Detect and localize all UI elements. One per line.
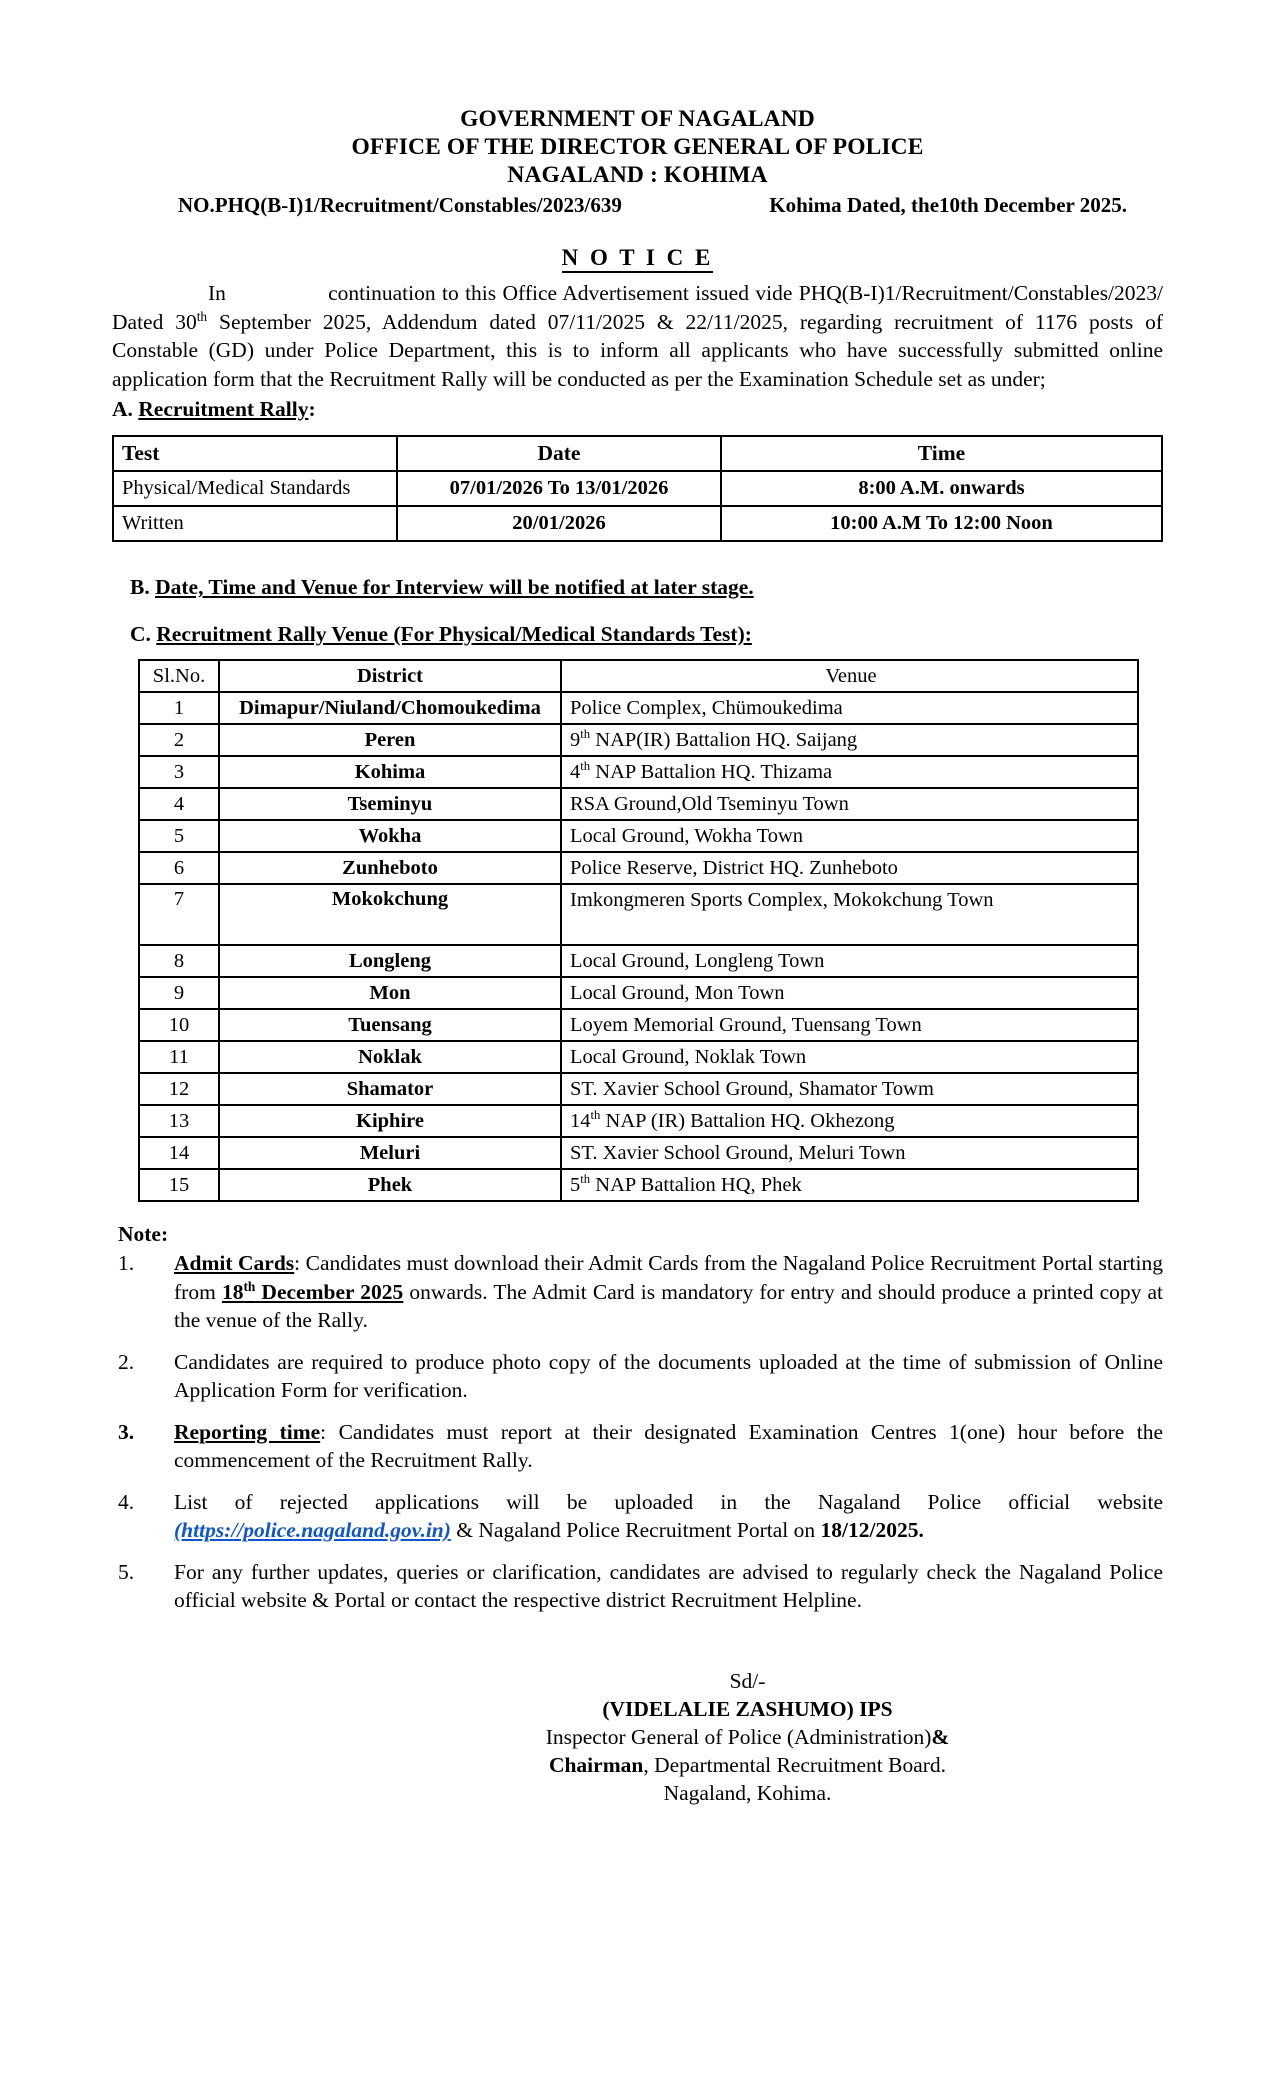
table-row bbox=[139, 724, 1138, 756]
section-a-label: A. bbox=[112, 397, 139, 421]
designation-ampersand: & bbox=[931, 1724, 950, 1749]
cell-slno: 5 bbox=[139, 820, 219, 852]
cell-district: Zunheboto bbox=[219, 852, 561, 884]
cell-slno: 14 bbox=[139, 1137, 219, 1169]
cell-district: Peren bbox=[219, 724, 561, 756]
note-number: 2. bbox=[118, 1349, 135, 1374]
cell-district: Tuensang bbox=[219, 1009, 561, 1041]
venue-ordinal-number: 5 bbox=[570, 1173, 581, 1196]
section-b-label: B. bbox=[130, 575, 156, 599]
table-row bbox=[113, 506, 1162, 541]
cell-venue: RSA Ground,Old Tseminyu Town bbox=[561, 788, 1138, 820]
table-row bbox=[139, 820, 1138, 852]
venue-ordinal-suffix: th bbox=[580, 726, 591, 741]
note-item-1 bbox=[112, 1249, 1163, 1335]
section-c-label: C. bbox=[130, 622, 157, 646]
table-row bbox=[139, 1169, 1138, 1201]
note-number: 3. bbox=[118, 1419, 135, 1444]
cell-venue: Police Complex, Chümoukedima bbox=[561, 692, 1138, 724]
cell-district: Mokokchung bbox=[219, 884, 561, 945]
section-a-title: Recruitment Rally bbox=[138, 397, 309, 421]
column-header-district: District bbox=[219, 660, 561, 692]
table-row bbox=[139, 1041, 1138, 1073]
cell-slno: 10 bbox=[139, 1009, 219, 1041]
cell-time-written: 10:00 A.M To 12:00 Noon bbox=[721, 506, 1162, 541]
venue-ordinal-suffix: th bbox=[580, 1171, 591, 1186]
cell-venue bbox=[561, 756, 1138, 788]
cell-venue: Loyem Memorial Ground, Tuensang Town bbox=[561, 1009, 1138, 1041]
note-number: 5. bbox=[118, 1559, 135, 1584]
section-a-heading bbox=[112, 395, 1163, 423]
table-row bbox=[139, 1073, 1138, 1105]
cell-venue: ST. Xavier School Ground, Shamator Towm bbox=[561, 1073, 1138, 1105]
cell-test-physical: Physical/Medical Standards bbox=[113, 471, 397, 506]
nagaland-police-website-link[interactable]: (https://police.nagaland.gov.in) bbox=[174, 1518, 451, 1542]
cell-slno: 4 bbox=[139, 788, 219, 820]
note-item-4 bbox=[112, 1488, 1163, 1545]
table-row bbox=[139, 692, 1138, 724]
cell-slno: 2 bbox=[139, 724, 219, 756]
cell-slno: 13 bbox=[139, 1105, 219, 1137]
signature-role bbox=[332, 1751, 1163, 1779]
section-a-suffix: : bbox=[308, 397, 316, 421]
paragraph-text-a: continuation to this Office Advertisement issued vide PHQ(B-I)1/Recruitment/Constables/2023/ Dated 30 bbox=[112, 281, 1164, 334]
note-text: For any further updates, queries or clarification, candidates are advised to regularly check the Nagaland Police official website & Portal or contact the respective district Recruitment Helpline. bbox=[174, 1559, 1163, 1612]
note-bold-lead: Admit Cards bbox=[174, 1251, 295, 1275]
designation-text: Inspector General of Police (Administration) bbox=[545, 1724, 932, 1749]
cell-slno: 8 bbox=[139, 945, 219, 977]
note-date-rest: December 2025 bbox=[255, 1279, 404, 1304]
note-bold-date bbox=[222, 1280, 403, 1304]
cell-venue: Imkongmeren Sports Complex, Mokokchung Town bbox=[561, 884, 1138, 945]
table-row bbox=[139, 788, 1138, 820]
note-text-a: : Candidates must download their Admit Cards from the Nagaland Police Recruitment Portal starting from bbox=[174, 1251, 1164, 1304]
header-line-government: GOVERNMENT OF NAGALAND bbox=[460, 106, 815, 132]
cell-date-written: 20/01/2026 bbox=[397, 506, 721, 541]
reference-date: Kohima Dated, the10th December 2025. bbox=[769, 193, 1127, 217]
cell-slno: 15 bbox=[139, 1169, 219, 1201]
cell-district: Kiphire bbox=[219, 1105, 561, 1137]
cell-district: Wokha bbox=[219, 820, 561, 852]
cell-slno: 9 bbox=[139, 977, 219, 1009]
note-item-2 bbox=[112, 1348, 1163, 1405]
notice-title-text: N O T I C E bbox=[562, 245, 714, 273]
signature-name: (VIDELALIE ZASHUMO) IPS bbox=[602, 1696, 893, 1721]
table-row bbox=[139, 977, 1138, 1009]
cell-venue: Local Ground, Wokha Town bbox=[561, 820, 1138, 852]
table-row bbox=[139, 1137, 1138, 1169]
header-line-office: OFFICE OF THE DIRECTOR GENERAL OF POLICE bbox=[351, 134, 924, 160]
section-b-heading bbox=[112, 575, 1163, 600]
notes-list bbox=[112, 1249, 1163, 1615]
reference-line bbox=[112, 191, 1163, 219]
column-header-venue: Venue bbox=[561, 660, 1138, 692]
note-bold-lead: Reporting time bbox=[174, 1419, 321, 1444]
table-row bbox=[139, 884, 1138, 945]
note-number: 4. bbox=[118, 1489, 135, 1514]
section-c-heading bbox=[112, 622, 1163, 647]
venue-ordinal-number: 4 bbox=[570, 760, 581, 783]
notice-title bbox=[112, 245, 1163, 271]
cell-district: Dimapur/Niuland/Chomoukedima bbox=[219, 692, 561, 724]
venue-ordinal-suffix: th bbox=[590, 1107, 601, 1122]
table-header-row bbox=[139, 660, 1138, 692]
venue-text: NAP Battalion HQ. Thizama bbox=[590, 760, 833, 783]
cell-venue bbox=[561, 1105, 1138, 1137]
venue-ordinal-number: 14 bbox=[570, 1109, 591, 1132]
cell-district: Longleng bbox=[219, 945, 561, 977]
cell-venue: Police Reserve, District HQ. Zunheboto bbox=[561, 852, 1138, 884]
reference-number: NO.PHQ(B-I)1/Recruitment/Constables/2023/639 bbox=[178, 193, 622, 217]
note-text bbox=[174, 1418, 1163, 1475]
venue-text: NAP(IR) Battalion HQ. Saijang bbox=[590, 728, 858, 751]
cell-slno: 7 bbox=[139, 884, 219, 945]
cell-venue: Local Ground, Noklak Town bbox=[561, 1041, 1138, 1073]
cell-venue: ST. Xavier School Ground, Meluri Town bbox=[561, 1137, 1138, 1169]
cell-slno: 11 bbox=[139, 1041, 219, 1073]
cell-venue bbox=[561, 1169, 1138, 1201]
cell-district: Noklak bbox=[219, 1041, 561, 1073]
table-row bbox=[139, 1009, 1138, 1041]
venue-text: NAP Battalion HQ, Phek bbox=[590, 1173, 802, 1196]
table-row bbox=[139, 945, 1138, 977]
cell-slno: 3 bbox=[139, 756, 219, 788]
signature-place: Nagaland, Kohima. bbox=[663, 1780, 832, 1805]
recruitment-rally-schedule-table bbox=[112, 435, 1163, 542]
section-b-title: Date, Time and Venue for Interview will be notified at later stage. bbox=[155, 575, 754, 599]
section-c-title: Recruitment Rally Venue (For Physical/Medical Standards Test): bbox=[156, 622, 752, 646]
note-text bbox=[174, 1249, 1163, 1335]
notice-body-paragraph bbox=[112, 279, 1163, 393]
cell-time-physical: 8:00 A.M. onwards bbox=[721, 471, 1162, 506]
venue-ordinal-number: 9 bbox=[570, 728, 581, 751]
venue-table bbox=[138, 659, 1139, 1202]
note-text: Candidates are required to produce photo copy of the documents uploaded at the time of submission of Online Application Form for verification. bbox=[174, 1349, 1163, 1402]
column-header-time: Time bbox=[721, 436, 1162, 471]
cell-district: Tseminyu bbox=[219, 788, 561, 820]
header-line-state: NAGALAND : KOHIMA bbox=[507, 162, 768, 188]
table-row bbox=[139, 852, 1138, 884]
column-header-date: Date bbox=[397, 436, 721, 471]
table-header-row bbox=[113, 436, 1162, 471]
cell-venue bbox=[561, 724, 1138, 756]
note-date-number: 18 bbox=[221, 1279, 244, 1304]
note-item-3 bbox=[112, 1418, 1163, 1475]
signature-block bbox=[112, 1667, 1163, 1807]
signature-designation bbox=[332, 1723, 1163, 1751]
signature-sd: Sd/- bbox=[729, 1668, 766, 1693]
note-text bbox=[174, 1488, 1163, 1545]
venue-text: NAP (IR) Battalion HQ. Okhezong bbox=[600, 1109, 895, 1132]
notes-heading: Note: bbox=[118, 1222, 169, 1246]
role-board: , Departmental Recruitment Board. bbox=[643, 1752, 947, 1777]
column-header-slno: Sl.No. bbox=[139, 660, 219, 692]
paragraph-text-b: September 2025, Addendum dated 07/11/2025 & 22/11/2025, regarding recruitment of 1176 posts of Constable (GD) under Police Department, this is to inform all applicants who have successfully submitted online application form that the Recruitment Rally will be conducted as per the Examination Schedule set as under; bbox=[112, 309, 1163, 391]
cell-date-physical: 07/01/2026 To 13/01/2026 bbox=[397, 471, 721, 506]
cell-slno: 12 bbox=[139, 1073, 219, 1105]
document-header bbox=[112, 105, 1163, 219]
cell-district: Phek bbox=[219, 1169, 561, 1201]
table-row bbox=[113, 471, 1162, 506]
cell-district: Shamator bbox=[219, 1073, 561, 1105]
cell-venue: Local Ground, Mon Town bbox=[561, 977, 1138, 1009]
cell-district: Kohima bbox=[219, 756, 561, 788]
cell-district: Meluri bbox=[219, 1137, 561, 1169]
table-row bbox=[139, 1105, 1138, 1137]
note-text-b: & Nagaland Police Recruitment Portal on bbox=[450, 1518, 821, 1542]
ordinal-suffix-30th: th bbox=[196, 308, 208, 324]
cell-slno: 6 bbox=[139, 852, 219, 884]
column-header-test: Test bbox=[113, 436, 397, 471]
paragraph-lead-word: In bbox=[208, 281, 226, 305]
role-chairman: Chairman bbox=[548, 1752, 644, 1777]
table-row bbox=[139, 756, 1138, 788]
note-text-a: List of rejected applications will be uploaded in the Nagaland Police official website bbox=[174, 1489, 1163, 1514]
note-text-b: onwards. The Admit Card is mandatory for entry and should produce a printed copy at the venue of the Rally. bbox=[174, 1279, 1164, 1332]
note-date-ordinal: th bbox=[243, 1278, 256, 1294]
cell-district: Mon bbox=[219, 977, 561, 1009]
note-text-a: : Candidates must report at their designated Examination Centres 1(one) hour before the commencement of the Recruitment Rally. bbox=[174, 1419, 1163, 1472]
cell-slno: 1 bbox=[139, 692, 219, 724]
note-item-5 bbox=[112, 1558, 1163, 1615]
note-bold-tail: 18/12/2025. bbox=[820, 1518, 924, 1542]
cell-venue: Local Ground, Longleng Town bbox=[561, 945, 1138, 977]
cell-test-written: Written bbox=[113, 506, 397, 541]
venue-ordinal-suffix: th bbox=[580, 758, 591, 773]
note-number: 1. bbox=[118, 1251, 135, 1275]
